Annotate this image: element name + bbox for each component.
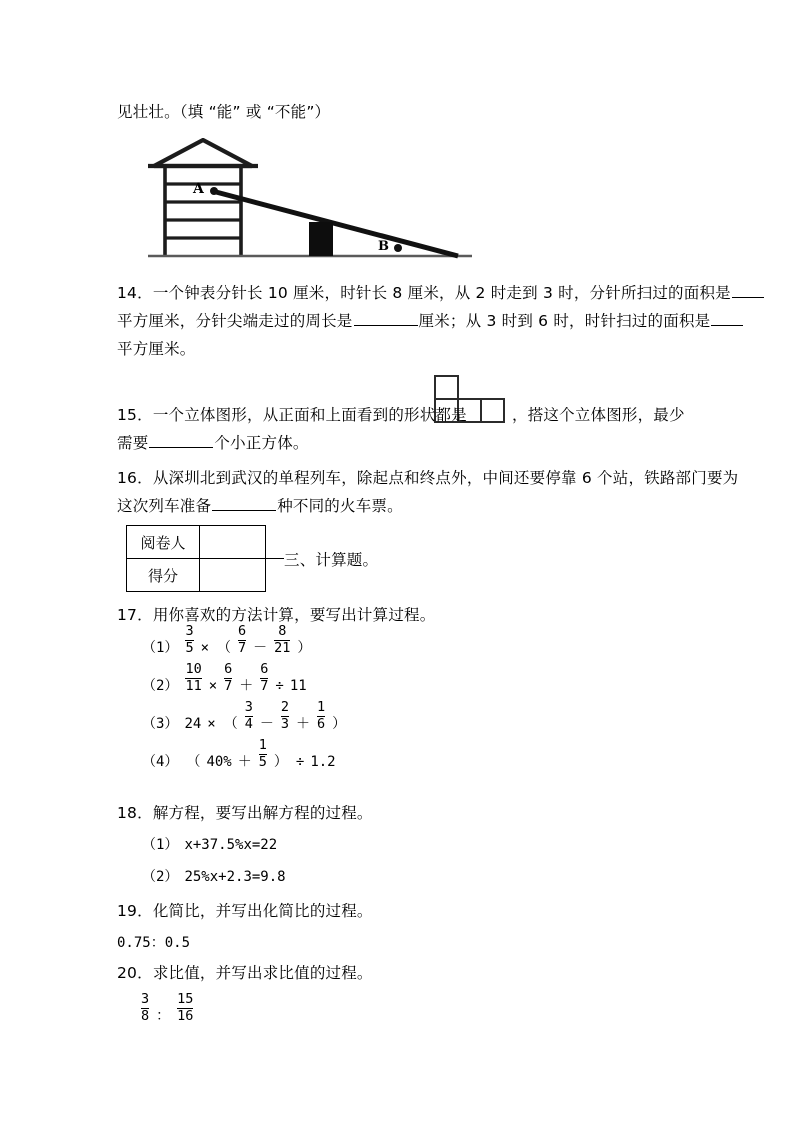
question-18-prompt: 18．解方程，要写出解方程的过程。 bbox=[117, 804, 373, 822]
question-14-line-3 bbox=[117, 338, 196, 360]
fraction-8-over-21 bbox=[274, 623, 291, 656]
fraction-denominator: 11 bbox=[185, 678, 202, 694]
question-14-text-b1: 平方厘米，分针尖端走过的周长是 bbox=[117, 312, 353, 330]
fraction-denominator: 8 bbox=[141, 1008, 150, 1024]
question-16-blank[interactable] bbox=[212, 496, 276, 511]
obstacle-block bbox=[309, 222, 333, 256]
fraction-denominator: 7 bbox=[260, 678, 269, 694]
sight-slope-line bbox=[216, 192, 458, 256]
question-16-line-1 bbox=[117, 467, 738, 489]
question-15-line-1-cont bbox=[512, 404, 685, 426]
question-17-sub-4-tag: （4） bbox=[142, 754, 179, 770]
question-17-sub-3-tag: （3） bbox=[142, 716, 179, 732]
fraction-numerator: 6 bbox=[224, 661, 233, 677]
section-heading-three: 三、计算题。 bbox=[284, 551, 379, 569]
fraction-6-over-7-second bbox=[260, 661, 269, 694]
building-slope-svg bbox=[140, 138, 480, 264]
score-table-value-score[interactable] bbox=[200, 559, 265, 591]
question-16-text-b: 这次列车准备 bbox=[117, 497, 212, 515]
question-17-prompt: 17．用你喜欢的方法计算，要写出计算过程。 bbox=[117, 606, 436, 624]
fraction-denominator: 21 bbox=[274, 640, 291, 656]
paren-open: （ bbox=[186, 754, 201, 770]
fraction-numerator: 6 bbox=[238, 623, 247, 639]
operand-1point2: 1.2 bbox=[310, 754, 336, 770]
question-19-expression: 0.75：0.5 bbox=[117, 935, 191, 951]
question-14-line-2 bbox=[117, 310, 744, 332]
point-b-label: B bbox=[378, 239, 389, 254]
fraction-denominator: 3 bbox=[280, 716, 290, 732]
score-table-value-grader[interactable] bbox=[200, 526, 265, 558]
fraction-numerator: 3 bbox=[141, 991, 150, 1007]
operator-plus: ＋ bbox=[296, 716, 311, 732]
fraction-3-over-5 bbox=[185, 623, 194, 656]
operator-plus: ＋ bbox=[239, 678, 254, 694]
question-15-line-1 bbox=[117, 404, 467, 426]
carryover-text: 见壮壮。（填 “能” 或 “不能”） bbox=[117, 103, 331, 121]
paren-close: ） bbox=[332, 716, 347, 732]
point-a-label: A bbox=[193, 181, 204, 197]
question-20-ratio bbox=[140, 991, 194, 1027]
score-table-row-grader bbox=[126, 525, 266, 559]
fraction-numerator: 2 bbox=[280, 699, 290, 715]
question-17-sub-4 bbox=[140, 737, 336, 773]
question-14-blank-1[interactable] bbox=[732, 283, 764, 298]
score-table-row-score bbox=[126, 558, 266, 592]
operator-divide: ÷ bbox=[275, 678, 284, 694]
question-14-text-c: 平方厘米。 bbox=[117, 340, 196, 358]
fraction-denominator: 7 bbox=[224, 678, 233, 694]
operator-divide: ÷ bbox=[295, 754, 305, 770]
fraction-numerator: 8 bbox=[278, 623, 287, 639]
cube-square-bottom-right bbox=[480, 398, 505, 423]
fraction-15-over-16 bbox=[177, 991, 194, 1024]
operator-minus: － bbox=[253, 640, 268, 656]
operator-minus: － bbox=[259, 716, 274, 732]
question-16-text-c: 种不同的火车票。 bbox=[277, 497, 403, 515]
question-17-sub-2 bbox=[140, 661, 307, 697]
operator-multiply: × bbox=[208, 678, 218, 694]
question-15-text-b: ，搭这个立体图形，最少 bbox=[512, 406, 685, 424]
fraction-1-over-5 bbox=[258, 737, 267, 770]
question-17-sub-1-tag: （1） bbox=[142, 640, 179, 656]
question-14-text-a: 14．一个钟表分针长 10 厘米，时针长 8 厘米，从 2 时走到 3 时，分针所扫过的面积是 bbox=[117, 284, 731, 302]
fraction-numerator: 3 bbox=[244, 699, 253, 715]
fraction-6-over-7 bbox=[224, 661, 233, 694]
fraction-numerator: 15 bbox=[177, 991, 194, 1007]
operator-multiply: × bbox=[200, 640, 210, 656]
question-17-sub-2-tag: （2） bbox=[142, 678, 179, 694]
fraction-3-over-4 bbox=[244, 699, 253, 732]
fraction-denominator: 7 bbox=[238, 640, 247, 656]
question-14-blank-3[interactable] bbox=[711, 311, 743, 326]
question-18-sub-1-tag: （1） bbox=[142, 837, 179, 853]
fraction-denominator: 16 bbox=[177, 1008, 194, 1024]
question-15-text-c: 需要 bbox=[117, 434, 149, 452]
fraction-numerator: 3 bbox=[185, 623, 194, 639]
question-15-text-a: 15．一个立体图形，从正面和上面看到的形状都是 bbox=[117, 406, 467, 424]
fraction-1-over-6 bbox=[317, 699, 326, 732]
operand-40-percent: 40% bbox=[206, 754, 232, 770]
fraction-numerator: 1 bbox=[317, 699, 326, 715]
question-14-line-1 bbox=[117, 282, 765, 304]
ratio-separator: ： bbox=[156, 1008, 171, 1024]
question-15-line-2 bbox=[117, 432, 309, 454]
question-18-sub-1 bbox=[140, 834, 277, 854]
fraction-numerator: 1 bbox=[258, 737, 267, 753]
question-17-sub-3 bbox=[140, 699, 348, 735]
fraction-3-over-8 bbox=[141, 991, 150, 1024]
fraction-denominator: 6 bbox=[317, 716, 326, 732]
score-table-label-grader: 阅卷人 bbox=[127, 526, 200, 558]
equation-2: 25%x+2.3=9.8 bbox=[184, 869, 286, 885]
fraction-6-over-7 bbox=[238, 623, 247, 656]
question-15-text-d: 个小正方体。 bbox=[214, 434, 309, 452]
question-20-prompt: 20．求比值，并写出求比值的过程。 bbox=[117, 964, 373, 982]
roof-icon bbox=[154, 140, 252, 166]
operator-multiply: × bbox=[207, 716, 216, 732]
score-table-extension-rule bbox=[266, 558, 284, 559]
building-slope-diagram bbox=[140, 138, 480, 264]
point-b-dot bbox=[394, 244, 402, 252]
fraction-10-over-11 bbox=[185, 661, 202, 694]
paren-open: （ bbox=[217, 640, 232, 656]
question-16-text-a: 16．从深圳北到武汉的单程列车，除起点和终点外，中间还要停靠 6 个站，铁路部门要为 bbox=[117, 469, 739, 487]
point-a-dot bbox=[210, 187, 218, 195]
question-19-prompt: 19．化简比，并写出化简比的过程。 bbox=[117, 902, 373, 920]
paren-close: ） bbox=[273, 754, 288, 770]
question-18-sub-2-tag: （2） bbox=[142, 869, 179, 885]
question-16-line-2 bbox=[117, 495, 403, 517]
operator-plus: ＋ bbox=[237, 754, 252, 770]
question-18-sub-2 bbox=[140, 866, 286, 886]
question-14-blank-2[interactable] bbox=[354, 311, 418, 326]
paren-open: （ bbox=[223, 716, 238, 732]
fraction-numerator: 10 bbox=[185, 661, 202, 677]
fraction-denominator: 4 bbox=[244, 716, 253, 732]
question-15-blank[interactable] bbox=[149, 433, 213, 448]
operand-11: 11 bbox=[289, 678, 307, 694]
fraction-2-over-3 bbox=[280, 699, 290, 732]
operand-24: 24 bbox=[184, 716, 202, 732]
score-table-label-score: 得分 bbox=[127, 559, 200, 591]
cube-square-top-left bbox=[434, 375, 459, 400]
fraction-numerator: 6 bbox=[260, 661, 269, 677]
equation-1: x+37.5%x=22 bbox=[184, 837, 278, 853]
fraction-denominator: 5 bbox=[258, 754, 267, 770]
paren-close: ） bbox=[297, 640, 312, 656]
question-17-sub-1 bbox=[140, 623, 313, 659]
question-14-text-b2: 厘米；从 3 时到 6 时，时针扫过的面积是 bbox=[418, 312, 711, 330]
fraction-denominator: 5 bbox=[185, 640, 194, 656]
